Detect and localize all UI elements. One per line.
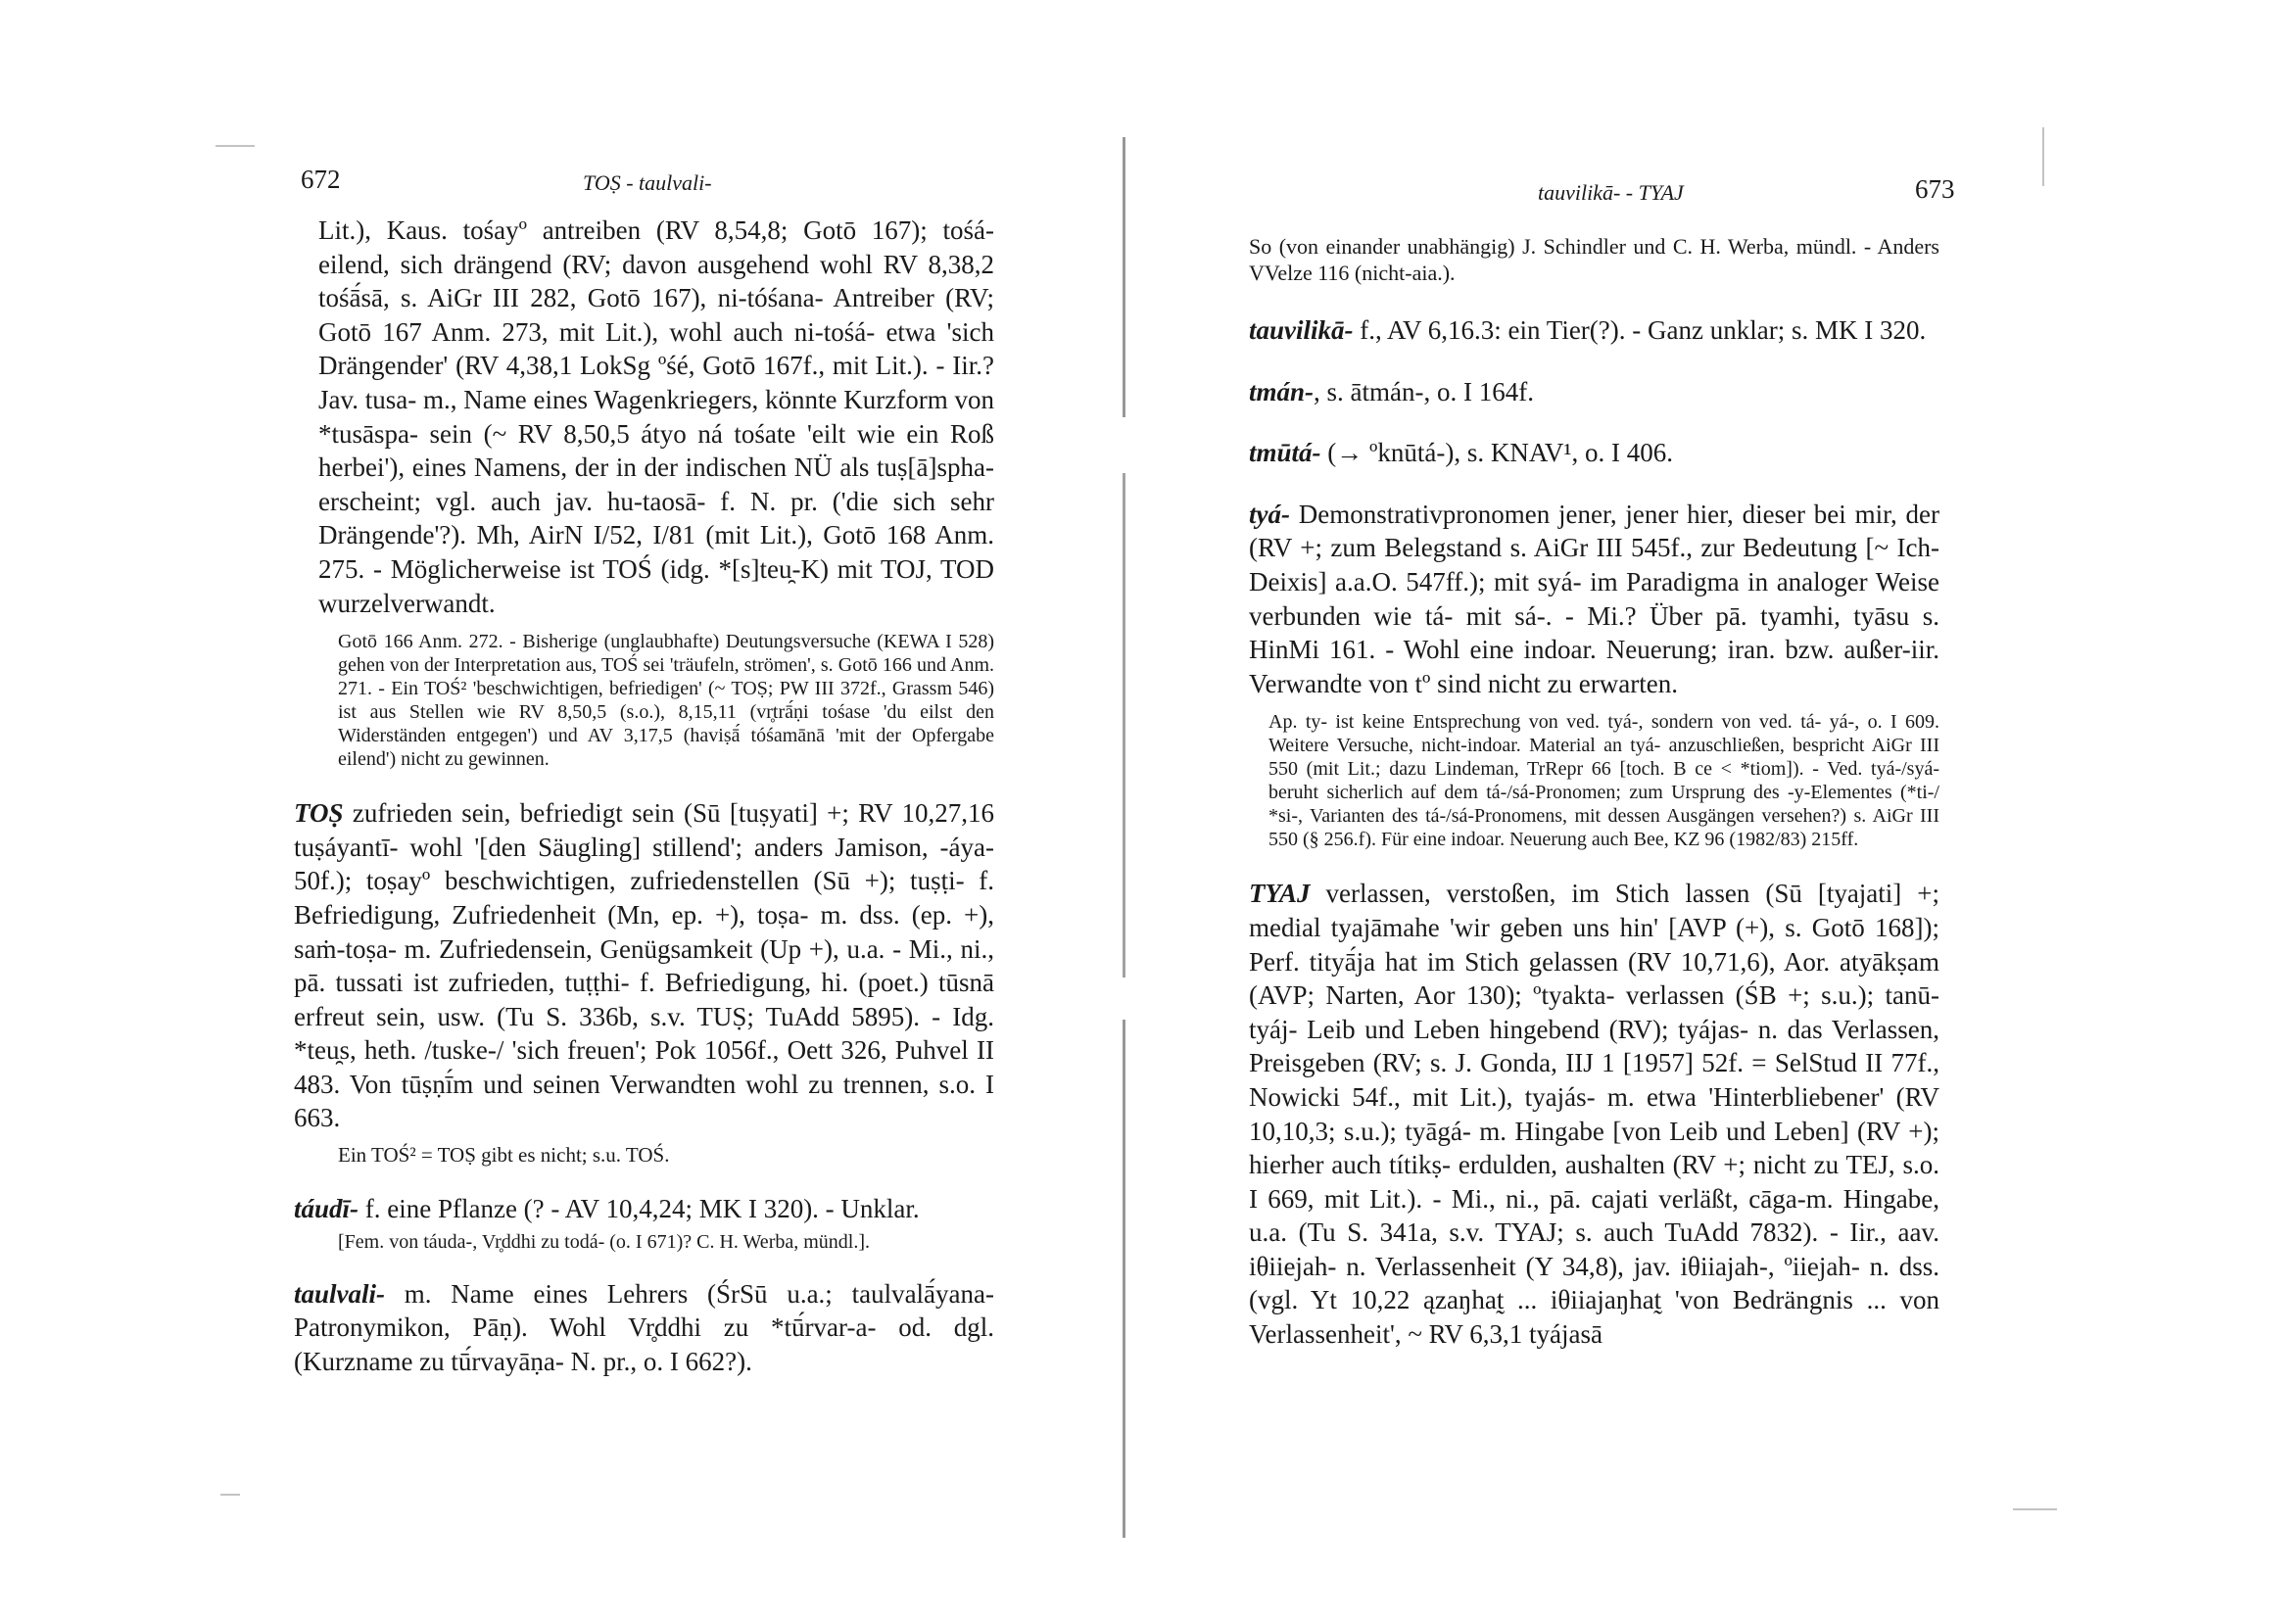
entry-tmuta	[1249, 436, 1939, 470]
entry-taulvali	[294, 1277, 994, 1379]
entry-tmuta-body: (→ ºknūtá-), s. KNAV¹, o. I 406.	[1320, 438, 1673, 468]
right-running-head: tauvilikā- - TYAJ	[1538, 180, 1684, 205]
entry-tyaj-body: verlassen, verstoßen, im Stich lassen (Sū [tyajati] +; medial tyajāmahe 'wir geben uns hin' [AVP (+), s. Gotō 168]); Perf. tityā́ja hat im Stich gelassen (RV 10,71,6), Aor. atyākṣam (AVP; Narten, Aor 130); ºtyakta- verlassen (ŚB +; s.u.); tanū-tyáj- Leib und Leben hingebend (RV); tyájas- n. das Verlassen, Preisgeben (RV; s. J. Gonda, IIJ 1 [1957] 52f. = SelStud II 77f., Nowicki 54f., mit Lit.), tyajás- m. etwa 'Hinterbliebener' (RV 10,10,3; s.u.); tyāgá- m. Hingabe [von Leib und Leben] (RV +); hierher auch títikṣ- erdulden, aushalten (RV +; nicht zu TEJ, s.o. I 669, mit Lit.). - Mi., ni., pā. cajati verläßt, cāga-m. Hingabe, u.a. (Tu S. 341a, s.v. TYAJ; s. auch TuAdd 7832). - Iir., aav. iθiiejah- n. Verlassenheit (Y 34,8), jav. iθiiajah-, ºiiejah- n. dss. (vgl. Yt 10,22 ązaŋhat̰ ... iθiiajaŋhat̰ 'von Bedrängnis ... von Verlassenheit', ~ RV 6,3,1 tyájasā	[1249, 879, 1939, 1350]
left-running-head: TOṢ - taulvali-	[583, 170, 712, 195]
left-top-text: Lit.), Kaus. tośayº antreiben (RV 8,54,8; Gotō 167); tośá- eilend, sich drängend (RV; davon ausgehend wohl RV 8,38,2 tośā́sā, s. AiGr III 282, Gotō 167), ni-tóśana- Antreiber (RV; Gotō 167 Anm. 273, mit Lit.), wohl auch ni-tośá- etwa 'sich Drängender' (RV 4,38,1 LokSg ºśé, Gotō 167f., mit Lit.). - Iir.? Jav. tusa- m., Name eines Wagenkriegers, könnte Kurzform von *tusāspa- sein (~ RV 8,50,5 átyo ná tośate 'eilt wie ein Roß herbei'), eines Namens, der in der indischen NÜ als tuṣ[ā]spha- erscheint; vgl. auch jav. hu-taosā- f. N. pr. ('die sich sehr Drängende'?). Mh, AirN I/52, I/81 (mit Lit.), Gotō 168 Anm. 275. - Möglicherweise ist TOŚ (idg. *[s]teu̯-K) mit TOJ, TOD wurzelverwandt.	[318, 215, 994, 618]
entry-tya-headword: tyá-	[1249, 499, 1290, 529]
right-top-text: So (von einander unabhängig) J. Schindler und C. H. Werba, mündl. - Anders VVelze 116 (nicht-aia.).	[1249, 234, 1939, 285]
left-note-3: [Fem. von táuda-, Vr̥ddhi zu todá- (o. I 671)? C. H. Werba, mündl.].	[338, 1230, 870, 1253]
scan-mark	[2013, 1508, 2057, 1510]
entry-taulvali-body: m. Name eines Lehrers (ŚrSū u.a.; taulvalā́yana- Patronymikon, Pāṇ). Wohl Vr̥ddhi zu *tū́rvar-a- od. dgl. (Kurzname zu tū́rvayāṇa- N. pr., o. I 662?).	[294, 1278, 994, 1376]
left-page	[0, 0, 1126, 1622]
gutter-line	[1123, 137, 1125, 1538]
scan-mark	[215, 145, 255, 147]
entry-tyaj-headword: TYAJ	[1249, 879, 1311, 909]
left-note-1-wrap	[318, 630, 994, 771]
entry-tos-body: zufrieden sein, befriedigt sein (Sū [tuṣyati] +; RV 10,27,16 tuṣáyantī- wohl '[den Säugling] stillend'; anders Jamison, -áya- 50f.); toṣayº beschwichtigen, zufriedenstellen (Sū +); tuṣṭi- f. Befriedigung, Zufriedenheit (Mn, ep. +), toṣa- m. dss. (ep. +), saṁ-toṣa- m. Zufriedensein, Genügsamkeit (Up +), u.a. - Mi., ni., pā. tussati ist zufrieden, tuṭṭhi- f. Befriedigung, hi. (poet.) tūsnā erfreut sein, usw. (Tu S. 336b, s.v. TUṢ; TuAdd 5895). - Idg. *teu̯s, heth. /tuske-/ 'sich freuen'; Pok 1056f., Oett 326, Puhvel II 483. Von tūṣṇī́m und seinen Verwandten wohl zu trennen, s.o. I 663.	[294, 798, 994, 1133]
entry-taudi-body: f. eine Pflanze (? - AV 10,4,24; MK I 320). - Unklar.	[359, 1194, 920, 1224]
entry-tos	[294, 796, 994, 1135]
right-column	[1249, 233, 1939, 1352]
entry-tman-body: , s. ātmán-, o. I 164f.	[1314, 376, 1534, 406]
right-page	[1126, 0, 2296, 1622]
left-note-1: Gotō 166 Anm. 272. - Bisherige (unglaubhafte) Deutungsversuche (KEWA I 528) gehen von der Interpretation aus, TOŚ sei 'träufeln, strömen', s. Gotō 166 und Anm. 271. - Ein TOŚ² 'beschwichtigen, befriedigen' (~ TOṢ; PW III 372f., Grassm 546) ist aus Stellen wie RV 8,50,5 (s.o.), 8,15,11 (vr̥trā́ṇi tośase 'du eilst den Widerständen entgegen') und AV 3,17,5 (haviṣā́ tóśamānā 'mit der Opfergabe eilend') nicht zu gewinnen.	[338, 631, 994, 771]
entry-tauvilika-body: f., AV 6,16.3: ein Tier(?). - Ganz unklar; s. MK I 320.	[1353, 315, 1927, 345]
left-note-2-wrap	[318, 1143, 994, 1167]
entry-tya-body: Demonstrativpronomen jener, jener hier, dieser bei mir, der (RV +; zum Belegstand s. AiGr III 545f., zur Bedeutung [~ Ich-Deixis] a.a.O. 547ff.); mit syá- im Paradigma in analoger Weise verbunden wie tá- mit sá-. - Mi.? Über pā. tyamhi, tyāsu s. HinMi 161. - Wohl eine indoar. Neuerung; iran. bzw. außer-iir. Verwandte von tº sind nicht zu erwarten.	[1249, 499, 1939, 698]
entry-tauvilika-headword: tauvilikā-	[1249, 315, 1354, 345]
right-note-1-wrap	[1249, 710, 1939, 851]
left-page-number: 672	[301, 165, 341, 194]
entry-tmuta-headword: tmūtá-	[1249, 438, 1321, 468]
right-note-1: Ap. ty- ist keine Entsprechung von ved. tyá-, sondern von ved. tá- yá-, o. I 609. Weitere Versuche, nicht-indoar. Material an tyá- anzuschließen, bespricht AiGr III 550 (mit Lit.; dazu Lindeman, TrRepr 66 [toch. B ce < *tiom]). - Ved. tyá-/syá- beruht sicherlich auf dem tá-/sá-Pronomen; zum Ursprung des -y-Elementes (*ti-/ *si-, Varianten des tá-/sá-Pronomens, mit dessen Ausgängen versehen?) s. AiGr III 550 (§ 256.f). Für eine indoar. Neuerung auch Bee, KZ 96 (1982/83) 215ff.	[1268, 711, 1939, 851]
right-page-number: 673	[1915, 174, 1955, 204]
entry-taudi-headword: táudī-	[294, 1194, 359, 1224]
entry-tyaj	[1249, 877, 1939, 1351]
entry-tauvilika	[1249, 313, 1939, 348]
entry-tman	[1249, 375, 1939, 409]
left-note-3-wrap	[318, 1230, 994, 1254]
entry-tos-headword: TOṢ	[294, 798, 344, 829]
entry-taudi	[294, 1192, 994, 1226]
left-column	[294, 214, 994, 1378]
scan-mark	[2042, 127, 2044, 186]
entry-tman-headword: tmán-	[1249, 376, 1315, 406]
entry-taulvali-headword: taulvali-	[294, 1278, 385, 1309]
left-note-2: Ein TOŚ² = TOṢ gibt es nicht; s.u. TOŚ.	[338, 1143, 670, 1168]
entry-tya	[1249, 498, 1939, 701]
scan-mark	[220, 1494, 240, 1496]
